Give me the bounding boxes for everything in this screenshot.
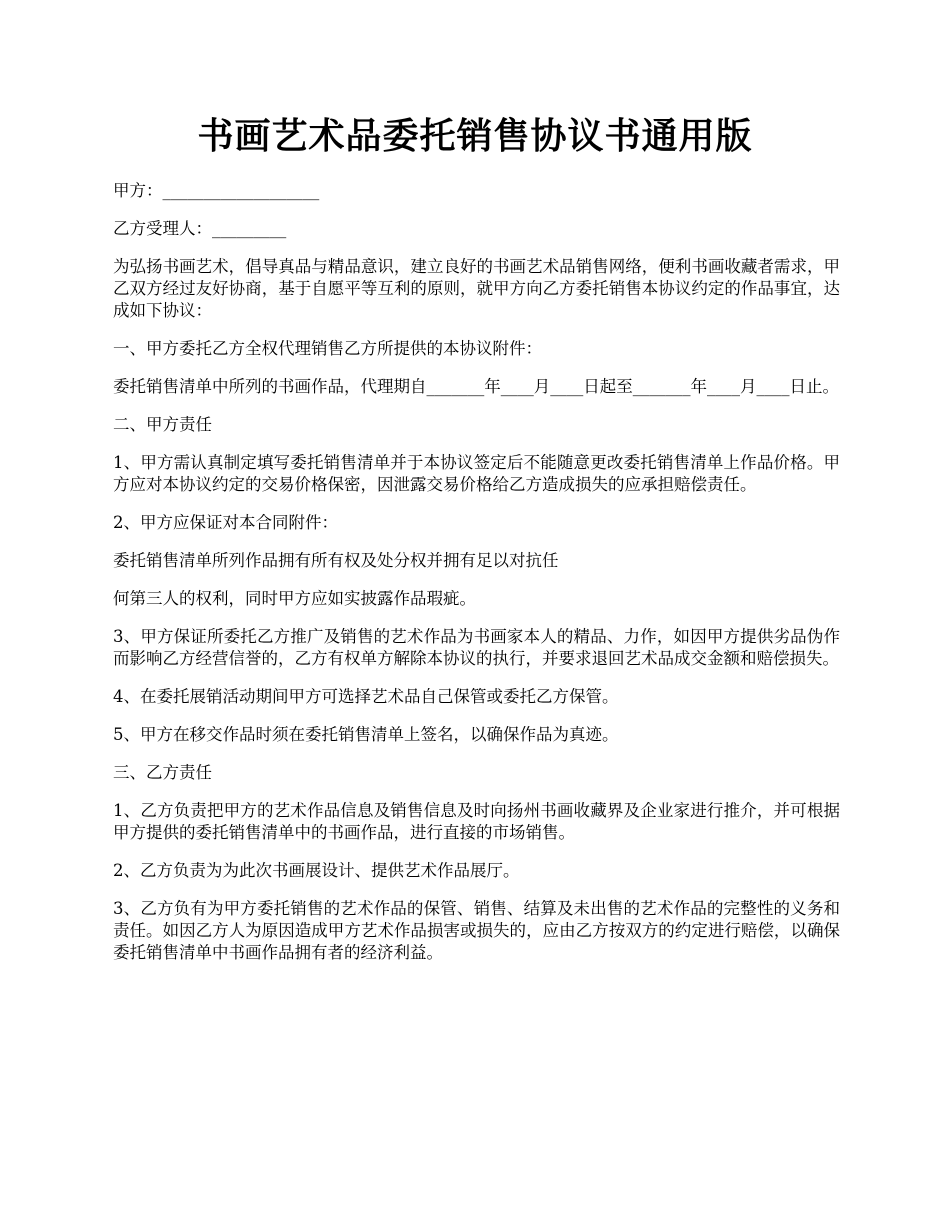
agency-period-paragraph: 委托销售清单中所列的书画作品，代理期自_______年____月____日起至_______年____月____日止。 — [113, 377, 839, 396]
party-a-clause-3: 3、甲方保证所委托乙方推广及销售的艺术作品为书画家本人的精品、力作，如因甲方提供劣品伪作而影响乙方经营信誉的，乙方有权单方解除本协议的执行，并要求退回艺术品成交金额和赔偿损失。 — [113, 627, 840, 668]
party-a-clause-2-detail-a: 委托销售清单所列作品拥有所有权及处分权并拥有足以对抗任 — [113, 551, 559, 570]
party-a-clause-5: 5、甲方在移交作品时须在委托销售清单上签名，以确保作品为真迹。 — [113, 725, 619, 744]
party-a-clause-2-detail-b: 何第三人的权利，同时甲方应如实披露作品瑕疵。 — [113, 589, 476, 608]
party-b-clause-2: 2、乙方负责为为此次书画展设计、提供艺术作品展厅。 — [113, 861, 520, 880]
party-b-clause-1: 1、乙方负责把甲方的艺术作品信息及销售信息及时向扬州书画收藏界及企业家进行推介，并可根据甲方提供的委托销售清单中的书画作品，进行直接的市场销售。 — [113, 801, 840, 842]
party-a-clause-1: 1、甲方需认真制定填写委托销售清单并于本协议签定后不能随意更改委托销售清单上作品价格。甲方应对本协议约定的交易价格保密，因泄露交易价格给乙方造成损失的应承担赔偿责任。 — [113, 453, 840, 494]
preamble-paragraph: 为弘扬书画艺术，倡导真品与精品意识，建立良好的书画艺术品销售网络，便利书画收藏者需求，甲乙双方经过友好协商，基于自愿平等互利的原则，就甲方向乙方委托销售本协议约定的作品事宜，达成如下协议： — [113, 257, 840, 320]
document-body — [113, 180, 840, 980]
party-a-clause-4: 4、在委托展销活动期间甲方可选择艺术品自己保管或委托乙方保管。 — [113, 687, 619, 706]
section-three-heading: 三、乙方责任 — [113, 763, 212, 782]
party-b-line: 乙方受理人：_________ — [113, 219, 287, 238]
section-one-heading: 一、甲方委托乙方全权代理销售乙方所提供的本协议附件： — [113, 339, 542, 358]
document-title: 书画艺术品委托销售协议书通用版 — [197, 115, 753, 157]
party-b-clause-3: 3、乙方负有为甲方委托销售的艺术作品的保管、销售、结算及未出售的艺术作品的完整性的义务和责任。如因乙方人为原因造成甲方艺术作品损害或损失的，应由乙方按双方的约定进行赔偿，以确保委托销售清单中书画作品拥有者的经济利益。 — [113, 899, 840, 962]
party-a-clause-2: 2、甲方应保证对本合同附件： — [113, 513, 338, 532]
section-two-heading: 二、甲方责任 — [113, 415, 212, 434]
party-a-line: 甲方：___________________ — [113, 181, 320, 200]
